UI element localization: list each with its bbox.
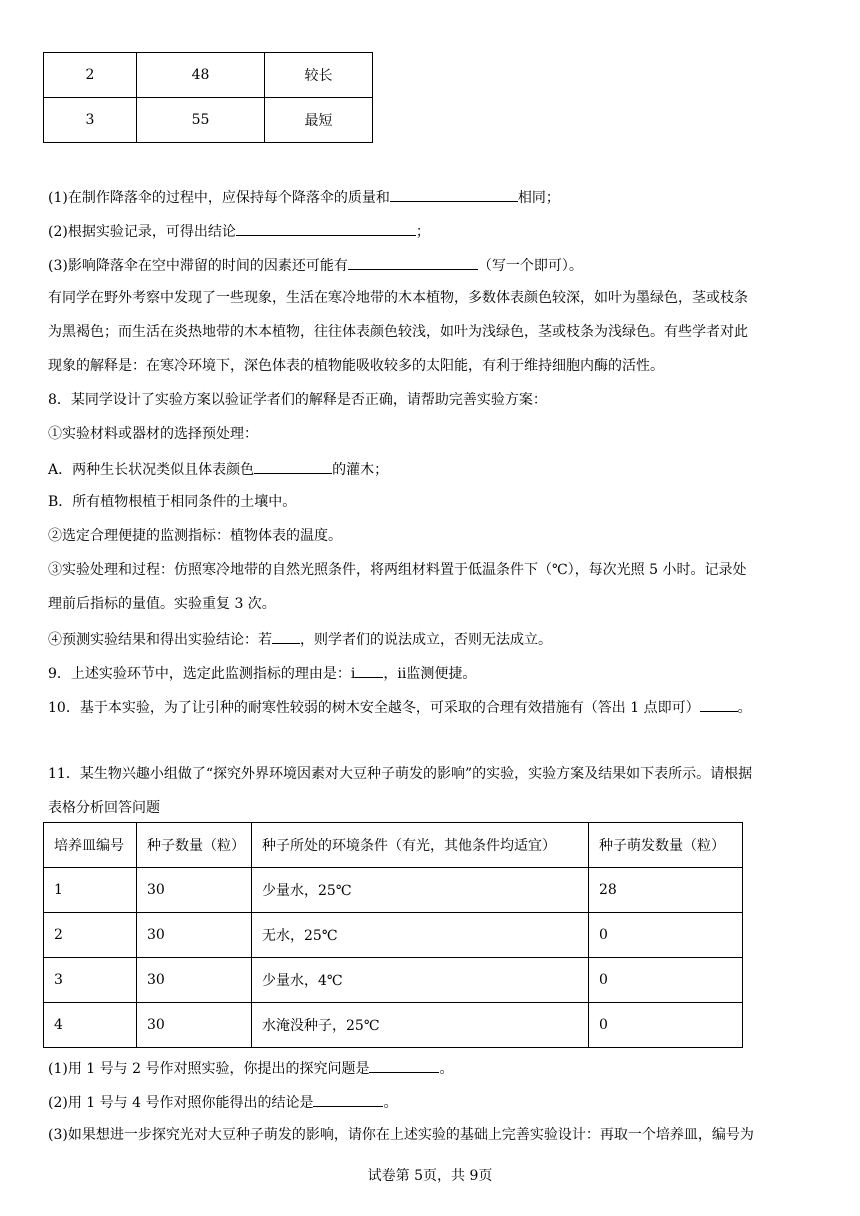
q8-step4-end: ，则学者们的说法成立，否则无法成立。 bbox=[300, 632, 552, 648]
answer-blank[interactable] bbox=[236, 220, 416, 236]
q8-option-a-end: 的灌木； bbox=[332, 462, 389, 478]
passage-line: 为黑褐色；而生活在炎热地带的木本植物，往往体表颜色较浅，如叶为浅绿色，茎或枝条为浅绿色。有些学者对此 bbox=[48, 324, 748, 340]
table-header: 种子数量（粒） bbox=[137, 823, 252, 868]
table-cell: 30 bbox=[137, 913, 252, 958]
table-cell: 最短 bbox=[265, 98, 373, 143]
table-row bbox=[44, 1003, 743, 1048]
table-header: 种子所处的环境条件（有光，其他条件均适宜） bbox=[252, 823, 589, 868]
table-cell: 较长 bbox=[265, 53, 373, 98]
page-footer: 试卷第 5页，共 9页 bbox=[367, 1168, 493, 1184]
q8-option-a-text: A．两种生长状况类似且体表颜色 bbox=[48, 462, 255, 478]
table-header-row bbox=[44, 823, 743, 868]
q11-sub1-text: (1)用 1 号与 2 号作对照实验，你提出的探究问题是 bbox=[48, 1061, 370, 1077]
table-cell: 30 bbox=[137, 868, 252, 913]
q8-step3-line2: 理前后指标的量值。实验重复 3 次。 bbox=[48, 596, 276, 612]
q7-sub2-end: ； bbox=[415, 224, 430, 240]
table-cell: 48 bbox=[137, 53, 265, 98]
q11-sub2 bbox=[48, 1091, 397, 1113]
table-cell: 30 bbox=[137, 958, 252, 1003]
table-cell: 55 bbox=[137, 98, 265, 143]
table-cell: 28 bbox=[589, 868, 743, 913]
q10-end: 。 bbox=[737, 700, 752, 716]
q7-sub1-text: (1)在制作降落伞的过程中，应保持每个降落伞的质量和 bbox=[48, 190, 390, 206]
q8-step4-text: ④预测实验结果和得出实验结论：若 bbox=[48, 632, 272, 648]
answer-blank[interactable] bbox=[355, 662, 383, 678]
q11-sub1 bbox=[48, 1057, 453, 1079]
q7-sub3-text: (3)影响降落伞在空中滞留的时间的因素还可能有 bbox=[48, 258, 348, 274]
q7-sub1-end: 相同； bbox=[517, 190, 560, 206]
table-cell: 无水，25℃ bbox=[252, 913, 589, 958]
table-cell: 少量水，25℃ bbox=[252, 868, 589, 913]
table-cell: 30 bbox=[137, 1003, 252, 1048]
q11-intro-line2: 表格分析回答问题 bbox=[48, 800, 160, 816]
q11-sub2-end: 。 bbox=[383, 1095, 398, 1111]
answer-blank[interactable] bbox=[313, 1091, 383, 1107]
table-cell: 少量水，4℃ bbox=[252, 958, 589, 1003]
seed-germination-table bbox=[43, 822, 743, 1048]
q8-step3-line1: ③实验处理和过程：仿照寒冷地带的自然光照条件，将两组材料置于低温条件下（℃），每次光照 5 小时。记录处 bbox=[48, 562, 747, 578]
table-cell: 水淹没种子，25℃ bbox=[252, 1003, 589, 1048]
passage-line: 有同学在野外考察中发现了一些现象，生活在寒冷地带的木本植物，多数体表颜色较深，如叶为墨绿色，茎或枝条 bbox=[48, 290, 748, 306]
answer-blank[interactable] bbox=[348, 254, 478, 270]
answer-blank[interactable] bbox=[369, 1057, 439, 1073]
table-row bbox=[44, 868, 743, 913]
table-cell: 0 bbox=[589, 1003, 743, 1048]
q8-option-a bbox=[48, 458, 388, 480]
table-header: 培养皿编号 bbox=[44, 823, 137, 868]
answer-blank[interactable] bbox=[254, 458, 332, 474]
q8-option-b: B．所有植物根植于相同条件的土壤中。 bbox=[48, 494, 297, 510]
table-cell: 0 bbox=[589, 913, 743, 958]
table-row bbox=[44, 913, 743, 958]
passage-line: 现象的解释是：在寒冷环境下，深色体表的植物能吸收较多的太阳能，有利于维持细胞内酶的活性。 bbox=[48, 358, 664, 374]
q8-title: 8．某同学设计了实验方案以验证学者们的解释是否正确，请帮助完善实验方案： bbox=[48, 392, 547, 408]
answer-blank[interactable] bbox=[390, 186, 518, 202]
q11-sub3: (3)如果想进一步探究光对大豆种子萌发的影响，请你在上述实验的基础上完善实验设计：再取一个培养皿，编号为 bbox=[48, 1127, 754, 1143]
table-header: 种子萌发数量（粒） bbox=[589, 823, 743, 868]
table-row bbox=[44, 958, 743, 1003]
q8-step1: ①实验材料或器材的选择预处理： bbox=[48, 426, 258, 442]
table-row bbox=[44, 53, 373, 98]
q7-sub3-end: （写一个即可）。 bbox=[477, 258, 583, 274]
q7-sub3 bbox=[48, 254, 583, 276]
table-cell: 0 bbox=[589, 958, 743, 1003]
q9 bbox=[48, 662, 476, 684]
q11-sub2-text: (2)用 1 号与 4 号作对照你能得出的结论是 bbox=[48, 1095, 314, 1111]
q9-text: 9．上述实验环节中，选定此监测指标的理由是：i bbox=[48, 666, 356, 682]
parachute-results-table bbox=[43, 52, 373, 143]
q8-step2: ②选定合理便捷的监测指标：植物体表的温度。 bbox=[48, 528, 342, 544]
q7-sub1 bbox=[48, 186, 560, 208]
q9-end: ，ii监测便捷。 bbox=[383, 666, 477, 682]
answer-blank[interactable] bbox=[700, 696, 738, 712]
table-cell: 3 bbox=[44, 958, 137, 1003]
table-row bbox=[44, 98, 373, 143]
q10-text: 10．基于本实验，为了让引种的耐寒性较弱的树木安全越冬，可采取的合理有效措施有（答出 1 点即可） bbox=[48, 700, 700, 716]
q11-intro-line1: 11．某生物兴趣小组做了“探究外界环境因素对大豆种子萌发的影响”的实验，实验方案及结果如下表所示。请根据 bbox=[48, 766, 753, 782]
table-cell: 2 bbox=[44, 53, 137, 98]
q10 bbox=[48, 696, 752, 718]
q7-sub2 bbox=[48, 220, 430, 242]
table-cell: 2 bbox=[44, 913, 137, 958]
table-cell: 3 bbox=[44, 98, 137, 143]
answer-blank[interactable] bbox=[272, 628, 300, 644]
table-cell: 1 bbox=[44, 868, 137, 913]
q11-sub1-end: 。 bbox=[439, 1061, 454, 1077]
q8-step4 bbox=[48, 628, 552, 650]
table-cell: 4 bbox=[44, 1003, 137, 1048]
q7-sub2-text: (2)根据实验记录，可得出结论 bbox=[48, 224, 236, 240]
